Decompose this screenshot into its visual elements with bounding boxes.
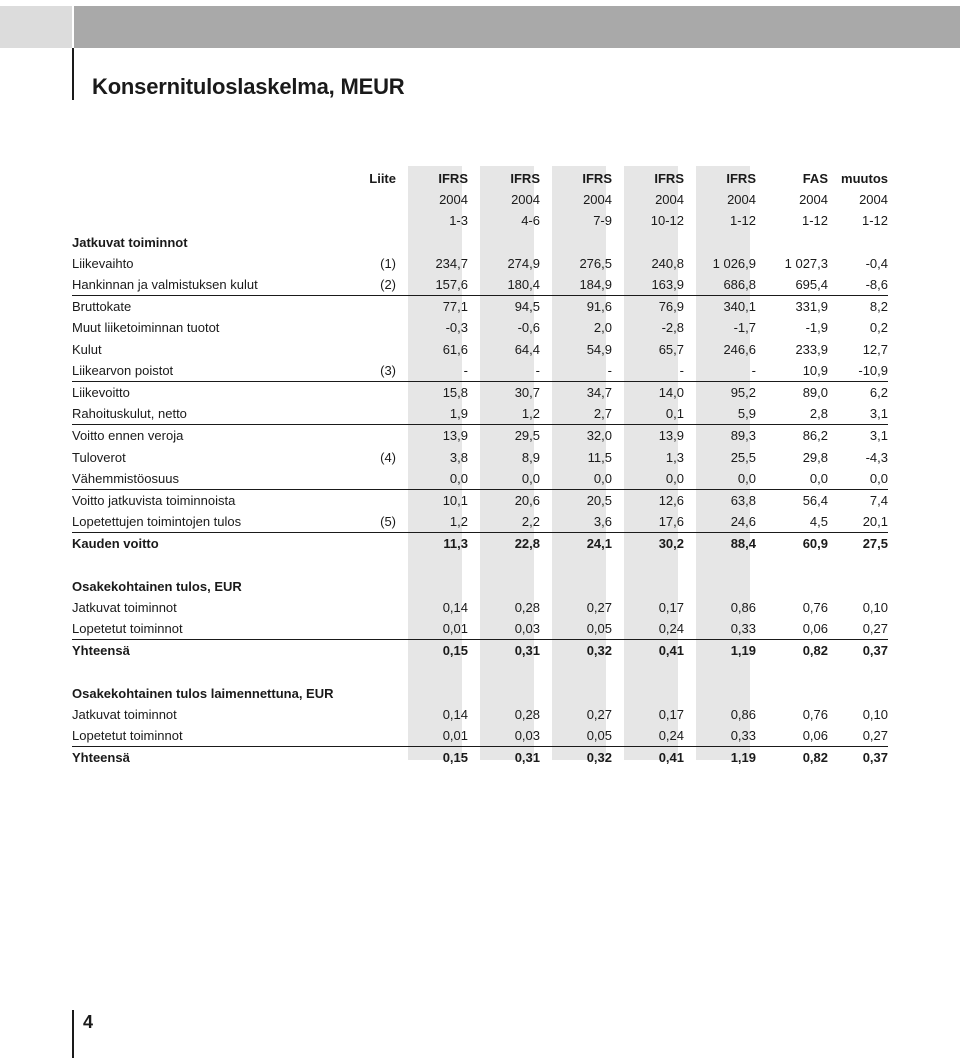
row-value: -8,6 xyxy=(828,274,888,296)
row-value: 27,5 xyxy=(862,536,888,552)
section-spacer xyxy=(72,554,888,575)
row-value: 0,82 xyxy=(802,750,828,766)
row-value: 246,6 xyxy=(723,341,756,357)
row-value: 0,0 xyxy=(756,468,828,490)
row-note xyxy=(322,747,396,769)
row-value: 276,5 xyxy=(579,255,612,271)
row-value: 0,06 xyxy=(756,618,828,640)
column-header: IFRS xyxy=(510,171,540,187)
row-value: 0,05 xyxy=(540,618,612,640)
row-value: 29,8 xyxy=(802,449,828,465)
row-value: 60,9 xyxy=(802,536,828,552)
row-label: Voitto ennen veroja xyxy=(72,428,184,444)
row-value: -0,4 xyxy=(865,255,888,271)
header-spacer xyxy=(72,189,322,210)
row-value: 0,27 xyxy=(586,599,612,615)
row-value: 76,9 xyxy=(658,299,684,315)
column-header: 4-6 xyxy=(521,213,540,229)
row-value: -2,8 xyxy=(661,320,684,336)
page-number-rule xyxy=(72,1010,74,1058)
row-label: Liikevoitto xyxy=(72,384,130,400)
row-value: 0,33 xyxy=(684,725,756,747)
row-note: (2) xyxy=(322,274,396,296)
row-label: Voitto jatkuvista toiminnoista xyxy=(72,492,236,508)
header-row xyxy=(72,210,888,231)
row-label: Vähemmistöosuus xyxy=(72,468,322,490)
total-row xyxy=(72,747,888,769)
row-note: (1) xyxy=(380,255,396,271)
section-spacer xyxy=(72,661,888,682)
row-label: Lopetettujen toimintojen tulos xyxy=(72,511,322,533)
row-value: 240,8 xyxy=(651,255,684,271)
row-value: 0,32 xyxy=(586,643,612,659)
row-value: 6,2 xyxy=(869,384,888,400)
row-value: 22,8 xyxy=(514,536,540,552)
table-row xyxy=(72,360,888,382)
row-value: 686,8 xyxy=(684,274,756,296)
row-label: Lopetetut toiminnot xyxy=(72,618,322,640)
row-value: 0,03 xyxy=(468,618,540,640)
row-note xyxy=(322,640,396,662)
row-label: Kulut xyxy=(72,341,102,357)
row-value: 17,6 xyxy=(612,511,684,533)
row-value: 15,8 xyxy=(442,384,468,400)
row-value: 89,3 xyxy=(730,428,756,444)
row-label: Yhteensä xyxy=(72,750,130,766)
row-value: 0,28 xyxy=(514,599,540,615)
row-value: - xyxy=(540,360,612,382)
income-statement-table xyxy=(72,168,888,768)
row-value: 0,76 xyxy=(802,599,828,615)
row-value: 274,9 xyxy=(507,255,540,271)
table-row xyxy=(72,597,888,618)
row-value: 4,5 xyxy=(756,511,828,533)
row-note xyxy=(322,533,396,555)
row-value: 0,86 xyxy=(730,706,756,722)
column-header: 2004 xyxy=(511,192,540,208)
row-value: 0,06 xyxy=(756,725,828,747)
header-band xyxy=(74,6,960,48)
row-value: 24,6 xyxy=(684,511,756,533)
row-value: 86,2 xyxy=(802,428,828,444)
row-value: 0,24 xyxy=(612,725,684,747)
note-column-header: Liite xyxy=(369,171,396,187)
row-value: 695,4 xyxy=(756,274,828,296)
note-column-header xyxy=(322,210,396,231)
header-spacer xyxy=(72,210,322,231)
row-value: 11,3 xyxy=(443,536,468,552)
row-value: - xyxy=(684,360,756,382)
row-value: 5,9 xyxy=(684,403,756,425)
row-value: 0,82 xyxy=(802,643,828,659)
row-value: - xyxy=(396,360,468,382)
row-value: 0,0 xyxy=(828,468,888,490)
row-value: 0,03 xyxy=(468,725,540,747)
row-value: 0,10 xyxy=(862,599,888,615)
row-value: 65,7 xyxy=(658,341,684,357)
row-label: Kauden voitto xyxy=(72,536,159,552)
row-value: 1,19 xyxy=(730,643,756,659)
row-value: 2,8 xyxy=(756,403,828,425)
row-value: -10,9 xyxy=(828,360,888,382)
row-value: 0,14 xyxy=(442,706,468,722)
total-row xyxy=(72,640,888,662)
row-value: 88,4 xyxy=(730,536,756,552)
section-heading-row xyxy=(72,683,888,704)
row-value: 30,2 xyxy=(658,536,684,552)
column-header: 2004 xyxy=(799,192,828,208)
row-label: Hankinnan ja valmistuksen kulut xyxy=(72,274,322,296)
row-value: 0,31 xyxy=(514,750,540,766)
row-label: Rahoituskulut, netto xyxy=(72,403,322,425)
row-value: 20,5 xyxy=(586,492,612,508)
row-value: 29,5 xyxy=(514,428,540,444)
row-value: -1,9 xyxy=(805,320,828,336)
row-value: 94,5 xyxy=(514,299,540,315)
row-note xyxy=(322,468,396,490)
row-value: 184,9 xyxy=(540,274,612,296)
note-column-header xyxy=(322,189,396,210)
row-value: 180,4 xyxy=(468,274,540,296)
row-note xyxy=(322,339,396,360)
table-row xyxy=(72,489,888,511)
row-value: 0,0 xyxy=(396,468,468,490)
row-value: 12,7 xyxy=(862,341,888,357)
column-header: 1-3 xyxy=(449,213,468,229)
section-heading: Osakekohtainen tulos laimennettuna, EUR xyxy=(72,685,334,701)
row-value: 8,9 xyxy=(521,449,540,465)
row-value: 0,0 xyxy=(612,468,684,490)
row-value: 3,1 xyxy=(828,403,888,425)
row-label: Yhteensä xyxy=(72,643,130,659)
row-value: 0,01 xyxy=(396,725,468,747)
row-value: 0,32 xyxy=(586,750,612,766)
row-value: 0,37 xyxy=(862,750,888,766)
table-row xyxy=(72,339,888,360)
row-label: Bruttokate xyxy=(72,299,132,315)
column-header: 1-12 xyxy=(729,213,756,229)
row-value: 1,19 xyxy=(730,750,756,766)
column-header: 2004 xyxy=(727,192,756,208)
row-value: 1,2 xyxy=(468,403,540,425)
column-header: 2004 xyxy=(655,192,684,208)
row-value: 25,5 xyxy=(730,449,756,465)
row-value: 2,0 xyxy=(593,320,612,336)
column-header: muutos xyxy=(841,171,888,187)
row-value: 0,86 xyxy=(730,599,756,615)
column-header: 2004 xyxy=(583,192,612,208)
header-band-left xyxy=(0,6,72,48)
header-row xyxy=(72,168,888,189)
row-value: 163,9 xyxy=(612,274,684,296)
row-value: 0,01 xyxy=(396,618,468,640)
table-row xyxy=(72,253,888,274)
title-rule xyxy=(72,48,74,100)
row-value: 20,6 xyxy=(514,492,540,508)
table-row xyxy=(72,468,888,490)
row-value: 54,9 xyxy=(586,341,612,357)
column-header: FAS xyxy=(802,171,828,187)
row-value: 3,8 xyxy=(449,449,468,465)
row-value: 0,27 xyxy=(828,725,888,747)
row-value: -4,3 xyxy=(865,449,888,465)
row-value: 14,0 xyxy=(658,384,684,400)
row-value: 61,6 xyxy=(442,341,468,357)
row-note xyxy=(322,618,396,640)
column-header: IFRS xyxy=(726,171,756,187)
section-heading-row xyxy=(72,232,888,253)
table-row xyxy=(72,381,888,403)
row-value: 0,24 xyxy=(612,618,684,640)
spacer-cell xyxy=(72,554,888,575)
row-value: 63,8 xyxy=(730,492,756,508)
row-note xyxy=(322,403,396,425)
column-header: 10-12 xyxy=(650,213,684,229)
row-value: 157,6 xyxy=(396,274,468,296)
row-label: Jatkuvat toiminnot xyxy=(72,599,177,615)
row-note xyxy=(322,425,396,447)
row-value: - xyxy=(612,360,684,382)
row-value: 340,1 xyxy=(723,299,756,315)
row-note xyxy=(322,725,396,747)
row-value: 20,1 xyxy=(828,511,888,533)
row-value: 3,6 xyxy=(540,511,612,533)
row-note xyxy=(322,489,396,511)
row-value: 1 027,3 xyxy=(784,255,828,271)
section-heading: Osakekohtainen tulos, EUR xyxy=(72,578,242,594)
table-row xyxy=(72,296,888,318)
row-note: (4) xyxy=(380,449,396,465)
table-row xyxy=(72,274,888,296)
page-title: Konsernituloslaskelma, MEUR xyxy=(92,74,405,99)
row-value: 10,9 xyxy=(756,360,828,382)
row-value: 0,31 xyxy=(514,643,540,659)
row-label: Liikearvon poistot xyxy=(72,360,322,382)
row-label: Tuloverot xyxy=(72,449,126,465)
row-label: Liikevaihto xyxy=(72,255,134,271)
row-value: 0,27 xyxy=(828,618,888,640)
row-value: 11,5 xyxy=(587,449,612,465)
row-value: -1,7 xyxy=(733,320,756,336)
row-label: Jatkuvat toiminnot xyxy=(72,706,177,722)
row-value: 0,76 xyxy=(802,706,828,722)
header-row xyxy=(72,189,888,210)
row-value: 0,27 xyxy=(586,706,612,722)
row-value: 7,4 xyxy=(869,492,888,508)
row-value: 2,2 xyxy=(468,511,540,533)
row-value: 0,0 xyxy=(540,468,612,490)
row-value: 2,7 xyxy=(540,403,612,425)
column-header: IFRS xyxy=(438,171,468,187)
row-value: 0,41 xyxy=(658,643,684,659)
row-value: 13,9 xyxy=(658,428,684,444)
section-heading-row xyxy=(72,576,888,597)
row-value: 34,7 xyxy=(586,384,612,400)
row-value: 24,1 xyxy=(586,536,612,552)
row-value: 3,1 xyxy=(869,428,888,444)
row-value: 0,0 xyxy=(468,468,540,490)
row-value: 1,2 xyxy=(396,511,468,533)
column-header: 2004 xyxy=(439,192,468,208)
row-value: 8,2 xyxy=(869,299,888,315)
row-value: 30,7 xyxy=(514,384,540,400)
row-value: 0,0 xyxy=(684,468,756,490)
row-note xyxy=(322,317,396,338)
row-value: 10,1 xyxy=(442,492,468,508)
row-value: 0,33 xyxy=(684,618,756,640)
row-value: 95,2 xyxy=(730,384,756,400)
row-value: 0,1 xyxy=(612,403,684,425)
table-row xyxy=(72,704,888,725)
row-value: 64,4 xyxy=(514,341,540,357)
column-header: 1-12 xyxy=(861,213,888,229)
spacer-cell xyxy=(72,661,888,682)
table-row xyxy=(72,403,888,425)
header-spacer xyxy=(72,168,322,189)
column-header: IFRS xyxy=(654,171,684,187)
table-row xyxy=(72,725,888,747)
row-value: 1,3 xyxy=(665,449,684,465)
row-value: 0,15 xyxy=(442,750,468,766)
row-value: 0,14 xyxy=(442,599,468,615)
row-value: 77,1 xyxy=(442,299,468,315)
column-header: 7-9 xyxy=(593,213,612,229)
row-note xyxy=(322,296,396,318)
row-value: 0,41 xyxy=(658,750,684,766)
row-value: 13,9 xyxy=(442,428,468,444)
column-header: 2004 xyxy=(859,192,888,208)
row-value: 0,28 xyxy=(514,706,540,722)
row-value: 0,2 xyxy=(869,320,888,336)
row-value: -0,6 xyxy=(517,320,540,336)
table-row xyxy=(72,425,888,447)
row-note: (5) xyxy=(322,511,396,533)
row-value: 0,15 xyxy=(442,643,468,659)
row-value: 0,10 xyxy=(862,706,888,722)
row-value: 56,4 xyxy=(802,492,828,508)
row-value: 233,9 xyxy=(795,341,828,357)
row-value: 0,17 xyxy=(658,706,684,722)
row-value: 0,37 xyxy=(862,643,888,659)
table-row xyxy=(72,317,888,338)
row-note xyxy=(322,381,396,403)
table-row xyxy=(72,511,888,533)
row-value: 1 026,9 xyxy=(712,255,756,271)
total-row xyxy=(72,533,888,555)
column-header: 1-12 xyxy=(801,213,828,229)
section-heading: Jatkuvat toiminnot xyxy=(72,234,188,250)
row-note: (3) xyxy=(322,360,396,382)
row-value: 1,9 xyxy=(396,403,468,425)
row-label: Muut liiketoiminnan tuotot xyxy=(72,320,220,336)
page-number: 4 xyxy=(83,1012,94,1032)
row-value: 12,6 xyxy=(658,492,684,508)
row-value: 32,0 xyxy=(586,428,612,444)
row-value: 331,9 xyxy=(795,299,828,315)
row-value: -0,3 xyxy=(445,320,468,336)
row-note xyxy=(322,704,396,725)
row-label: Lopetetut toiminnot xyxy=(72,725,322,747)
row-note xyxy=(322,597,396,618)
row-value: 234,7 xyxy=(435,255,468,271)
row-value: 91,6 xyxy=(586,299,612,315)
table-row xyxy=(72,446,888,467)
table-row xyxy=(72,618,888,640)
column-header: IFRS xyxy=(582,171,612,187)
row-value: 0,17 xyxy=(658,599,684,615)
row-value: 0,05 xyxy=(540,725,612,747)
row-value: 89,0 xyxy=(802,384,828,400)
row-value: - xyxy=(468,360,540,382)
